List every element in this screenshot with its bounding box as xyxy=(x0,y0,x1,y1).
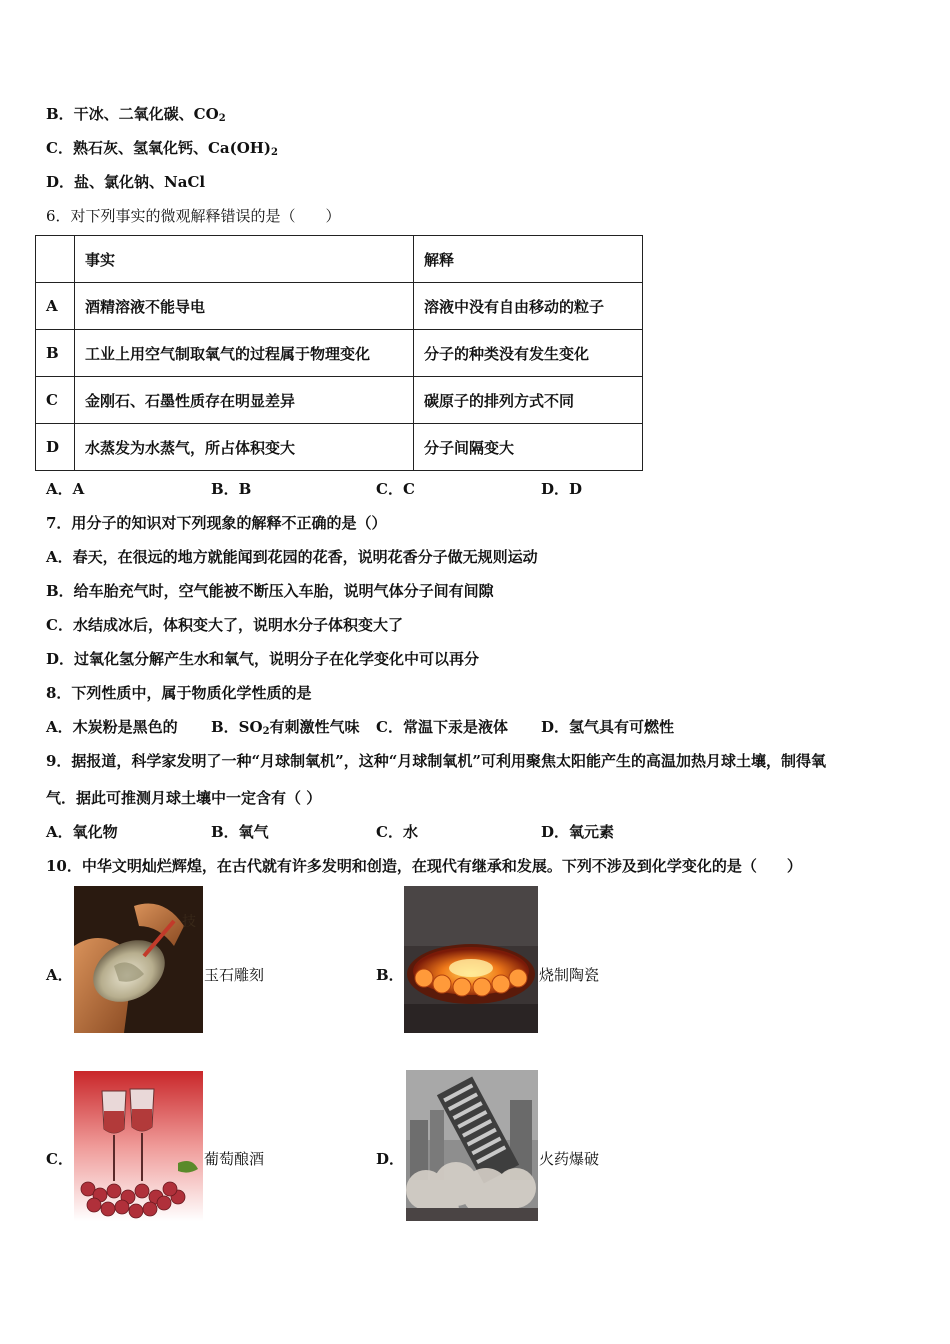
q7-option-a: A．春天，在很远的地方就能闻到花园的花香，说明花香分子做无规则运动 xyxy=(46,548,538,566)
building-demolition-image xyxy=(406,1070,538,1221)
q5-option-d: D．盐、氯化钠、NaCl xyxy=(46,173,206,191)
q8-option-d: D．氢气具有可燃性 xyxy=(541,718,675,736)
q10-option-d-letter: D． xyxy=(376,1150,405,1168)
row-label: A xyxy=(36,283,75,330)
q7-stem: 7．用分子的知识对下列现象的解释不正确的是（） xyxy=(46,514,387,532)
q7-option-c: C．水结成冰后，体积变大了，说明水分子体积变大了 xyxy=(46,616,403,634)
table-row xyxy=(36,377,643,424)
q8-stem: 8．下列性质中，属于物质化学性质的是 xyxy=(46,684,312,702)
q9-option-b: B．氧气 xyxy=(211,823,269,841)
row-label: C xyxy=(36,377,75,424)
q5-option-c: C．熟石灰、氢氧化钙、$Ca(OH)_2$ xyxy=(46,139,278,158)
kiln-image xyxy=(404,886,538,1033)
table-row xyxy=(36,330,643,377)
q5-option-b: B．干冰、二氧化碳、$CO_2$ xyxy=(46,105,226,124)
q9-stem-line1: 9．据报道，科学家发明了一种“月球制氧机”，这种“月球制氧机”可利用聚焦太阳能产生的高温加热月球土壤，制得氧 xyxy=(46,752,826,770)
q10-option-d-caption: 火药爆破 xyxy=(539,1150,600,1168)
q6-option-c: C．C xyxy=(376,480,415,498)
q6-stem: 6．对下列事实的微观解释错误的是（ ） xyxy=(46,207,341,225)
q9-option-c: C．水 xyxy=(376,823,418,841)
q8-option-a: A．木炭粉是黑色的 xyxy=(46,718,178,736)
q8-option-b: B．$SO_2$有刺激性气味 xyxy=(211,718,360,737)
row-fact: 工业上用空气制取氧气的过程属于物理变化 xyxy=(75,330,414,377)
svg-text:技: 技 xyxy=(182,914,196,930)
wine-glasses-image xyxy=(74,1071,203,1221)
q10-option-c-letter: C． xyxy=(46,1150,73,1168)
row-fact: 酒精溶液不能导电 xyxy=(75,283,414,330)
q10-option-a-caption: 玉石雕刻 xyxy=(204,966,265,984)
q6-option-a: A．A xyxy=(46,480,85,498)
q6-table xyxy=(35,235,643,471)
row-explanation: 分子间隔变大 xyxy=(414,424,643,471)
header-fact: 事实 xyxy=(75,236,414,283)
row-explanation: 碳原子的排列方式不同 xyxy=(414,377,643,424)
row-explanation: 溶液中没有自由移动的粒子 xyxy=(414,283,643,330)
q6-option-b: B．B xyxy=(211,480,252,498)
q10-option-a-letter: A． xyxy=(46,966,73,984)
q9-stem-line2: 气．据此可推测月球土壤中一定含有（ ） xyxy=(46,789,322,807)
table-row xyxy=(36,283,643,330)
q10-option-c-caption: 葡萄酿酒 xyxy=(204,1150,265,1168)
table-header-row xyxy=(36,236,643,283)
jade-carving-image xyxy=(74,886,203,1033)
q9-option-d: D．氧元素 xyxy=(541,823,615,841)
header-explanation: 解释 xyxy=(414,236,643,283)
q10-stem: 10．中华文明灿烂辉煌，在古代就有许多发明和创造，在现代有继承和发展。下列不涉及到化学变化的是（ ） xyxy=(46,857,802,875)
q7-option-b: B．给车胎充气时，空气能被不断压入车胎，说明气体分子间有间隙 xyxy=(46,582,494,600)
q10-option-b-caption: 烧制陶瓷 xyxy=(539,966,600,984)
row-fact: 水蒸发为水蒸气，所占体积变大 xyxy=(75,424,414,471)
q6-option-d: D．D xyxy=(541,480,583,498)
q7-option-d: D．过氧化氢分解产生水和氧气，说明分子在化学变化中可以再分 xyxy=(46,650,480,668)
q8-option-c: C．常温下汞是液体 xyxy=(376,718,508,736)
row-fact: 金刚石、石墨性质存在明显差异 xyxy=(75,377,414,424)
row-explanation: 分子的种类没有发生变化 xyxy=(414,330,643,377)
table-cell xyxy=(36,236,75,283)
q9-option-a: A．氧化物 xyxy=(46,823,118,841)
row-label: B xyxy=(36,330,75,377)
row-label: D xyxy=(36,424,75,471)
table-row xyxy=(36,424,643,471)
q10-option-b-letter: B． xyxy=(376,966,404,984)
